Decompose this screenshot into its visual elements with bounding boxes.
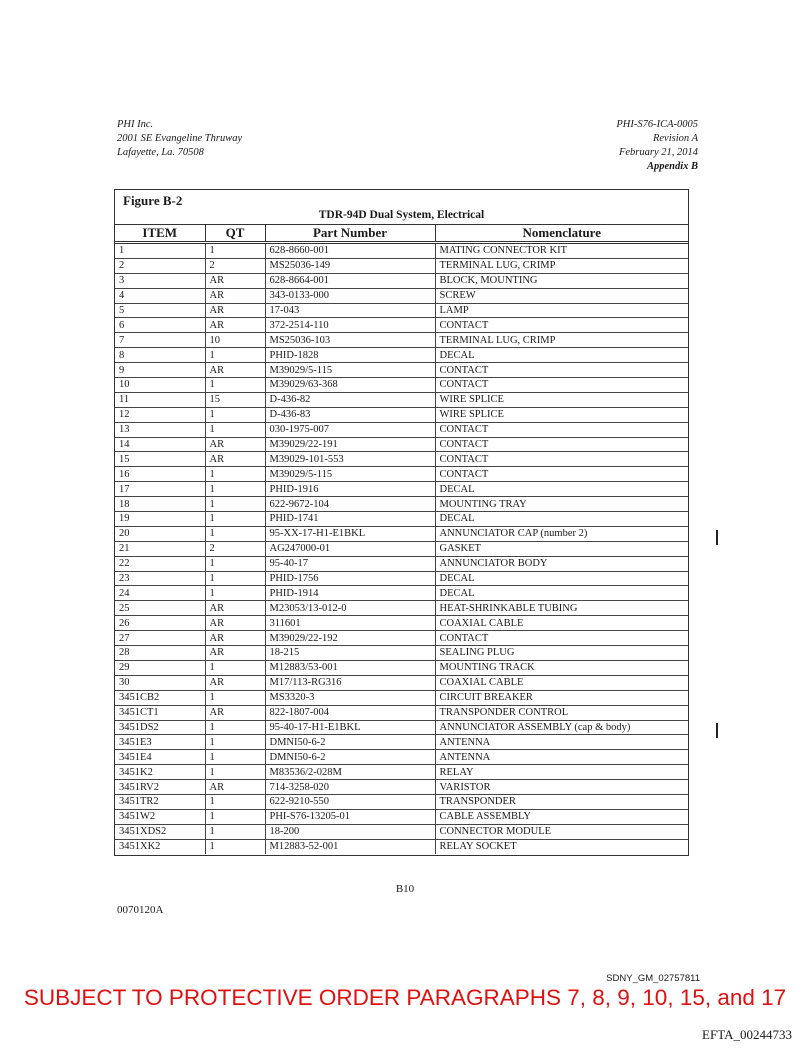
cell-part-number: 17-043 [265, 303, 435, 318]
table-row [115, 780, 688, 795]
cell-part-number: PHI-S76-13205-01 [265, 809, 435, 824]
table-row [115, 765, 688, 780]
cell-qt: 15 [205, 392, 265, 407]
cell-item: 3451CT1 [115, 705, 205, 720]
table-row [115, 824, 688, 839]
cell-item: 16 [115, 467, 205, 482]
figure-title: TDR-94D Dual System, Electrical [318, 209, 485, 221]
cell-item: 3451TR2 [115, 794, 205, 809]
table-row [115, 809, 688, 824]
cell-qt: 1 [205, 571, 265, 586]
table-row [115, 437, 688, 452]
cell-item: 14 [115, 437, 205, 452]
parts-table [115, 224, 688, 854]
cell-item: 12 [115, 407, 205, 422]
cell-qt: 1 [205, 482, 265, 497]
cell-item: 24 [115, 586, 205, 601]
cell-nomenclature: TRANSPONDER [435, 794, 688, 809]
cell-nomenclature: MOUNTING TRACK [435, 660, 688, 675]
table-row [115, 273, 688, 288]
cell-nomenclature: CIRCUIT BREAKER [435, 690, 688, 705]
table-row [115, 541, 688, 556]
cell-item: 3 [115, 273, 205, 288]
cell-item: 15 [115, 452, 205, 467]
table-row [115, 794, 688, 809]
cell-part-number: M39029/63-368 [265, 378, 435, 393]
cell-nomenclature: MATING CONNECTOR KIT [435, 243, 688, 259]
cell-nomenclature: DECAL [435, 482, 688, 497]
table-header-row [115, 225, 688, 243]
cell-nomenclature: CONTACT [435, 452, 688, 467]
cell-qt: 1 [205, 720, 265, 735]
cell-item: 3451XK2 [115, 839, 205, 853]
cell-qt: AR [205, 303, 265, 318]
revision-change-bar [716, 723, 718, 738]
cell-part-number: M83536/2-028M [265, 765, 435, 780]
cell-part-number: 372-2514-110 [265, 318, 435, 333]
cell-qt: 1 [205, 750, 265, 765]
cell-qt: AR [205, 601, 265, 616]
table-row [115, 497, 688, 512]
cell-part-number: M23053/13-012-0 [265, 601, 435, 616]
cell-part-number: 030-1975-007 [265, 422, 435, 437]
cell-qt: 1 [205, 660, 265, 675]
company-city: Lafayette, La. 70508 [117, 147, 204, 158]
column-header-item: ITEM [115, 225, 205, 243]
cell-part-number: D-436-83 [265, 407, 435, 422]
cell-qt: AR [205, 363, 265, 378]
cell-item: 23 [115, 571, 205, 586]
cell-qt: AR [205, 437, 265, 452]
cell-item: 9 [115, 363, 205, 378]
cell-part-number: M39029/5-115 [265, 363, 435, 378]
table-row [115, 526, 688, 541]
cell-nomenclature: DECAL [435, 586, 688, 601]
cell-qt: 1 [205, 512, 265, 527]
cell-item: 20 [115, 526, 205, 541]
table-row [115, 333, 688, 348]
page-number: B10 [395, 883, 415, 895]
cell-part-number: 343-0133-000 [265, 288, 435, 303]
cell-item: 25 [115, 601, 205, 616]
cell-qt: 1 [205, 422, 265, 437]
cell-item: 3451K2 [115, 765, 205, 780]
table-row [115, 467, 688, 482]
cell-nomenclature: MOUNTING TRAY [435, 497, 688, 512]
cell-nomenclature: COAXIAL CABLE [435, 675, 688, 690]
cell-qt: 1 [205, 690, 265, 705]
cell-part-number: PHID-1828 [265, 348, 435, 363]
cell-nomenclature: CABLE ASSEMBLY [435, 809, 688, 824]
table-row [115, 258, 688, 273]
cell-part-number: MS25036-149 [265, 258, 435, 273]
cell-qt: 1 [205, 243, 265, 259]
cell-qt: 1 [205, 824, 265, 839]
cell-item: 3451E4 [115, 750, 205, 765]
cell-nomenclature: HEAT-SHRINKABLE TUBING [435, 601, 688, 616]
cell-part-number: M12883/53-001 [265, 660, 435, 675]
cell-qt: AR [205, 273, 265, 288]
cell-qt: 1 [205, 526, 265, 541]
cell-item: 30 [115, 675, 205, 690]
cell-part-number: 622-9672-104 [265, 497, 435, 512]
cell-item: 26 [115, 616, 205, 631]
cell-qt: 1 [205, 497, 265, 512]
cell-qt: 2 [205, 258, 265, 273]
cell-qt: AR [205, 780, 265, 795]
header-company-address [117, 118, 242, 160]
cell-part-number: PHID-1916 [265, 482, 435, 497]
table-row [115, 318, 688, 333]
cell-part-number: M39029/5-115 [265, 467, 435, 482]
cell-item: 11 [115, 392, 205, 407]
table-row [115, 839, 688, 853]
cell-nomenclature: TERMINAL LUG, CRIMP [435, 258, 688, 273]
cell-item: 10 [115, 378, 205, 393]
cell-item: 29 [115, 660, 205, 675]
cell-nomenclature: DECAL [435, 512, 688, 527]
cell-part-number: PHID-1756 [265, 571, 435, 586]
cell-part-number: 95-40-17-H1-E1BKL [265, 720, 435, 735]
cell-item: 27 [115, 631, 205, 646]
cell-qt: AR [205, 675, 265, 690]
cell-nomenclature: SCREW [435, 288, 688, 303]
cell-part-number: M12883-52-001 [265, 839, 435, 853]
figure-box [114, 189, 689, 856]
table-row [115, 705, 688, 720]
cell-part-number: 18-215 [265, 646, 435, 661]
cell-nomenclature: ANTENNA [435, 750, 688, 765]
table-row [115, 675, 688, 690]
cell-nomenclature: COAXIAL CABLE [435, 616, 688, 631]
efta-number: EFTA_00244733 [702, 1027, 792, 1042]
table-row [115, 392, 688, 407]
column-header-nomenclature: Nomenclature [435, 225, 688, 243]
table-row [115, 750, 688, 765]
cell-part-number: 311601 [265, 616, 435, 631]
cell-nomenclature: GASKET [435, 541, 688, 556]
cell-nomenclature: CONTACT [435, 631, 688, 646]
cell-part-number: M39029-101-553 [265, 452, 435, 467]
cell-part-number: D-436-82 [265, 392, 435, 407]
cell-item: 5 [115, 303, 205, 318]
cell-item: 3451XDS2 [115, 824, 205, 839]
document-code: 0070120A [117, 904, 164, 916]
bates-number: SDNY_GM_02757811 [606, 973, 700, 984]
cell-nomenclature: WIRE SPLICE [435, 407, 688, 422]
cell-nomenclature: DECAL [435, 348, 688, 363]
table-row [115, 720, 688, 735]
cell-item: 3451RV2 [115, 780, 205, 795]
table-row [115, 348, 688, 363]
table-row [115, 288, 688, 303]
table-row [115, 452, 688, 467]
cell-nomenclature: SEALING PLUG [435, 646, 688, 661]
cell-qt: 1 [205, 809, 265, 824]
cell-nomenclature: CONTACT [435, 437, 688, 452]
cell-part-number: DMNI50-6-2 [265, 750, 435, 765]
cell-qt: 1 [205, 735, 265, 750]
cell-item: 3451E3 [115, 735, 205, 750]
cell-item: 28 [115, 646, 205, 661]
cell-nomenclature: RELAY [435, 765, 688, 780]
cell-part-number: M39029/22-192 [265, 631, 435, 646]
cell-qt: 1 [205, 586, 265, 601]
cell-nomenclature: CONTACT [435, 363, 688, 378]
cell-qt: 1 [205, 467, 265, 482]
cell-nomenclature: DECAL [435, 571, 688, 586]
cell-item: 17 [115, 482, 205, 497]
appendix-label: Appendix B [646, 161, 698, 172]
cell-item: 19 [115, 512, 205, 527]
cell-qt: AR [205, 616, 265, 631]
cell-qt: AR [205, 288, 265, 303]
cell-item: 3451DS2 [115, 720, 205, 735]
table-row [115, 512, 688, 527]
protective-order-notice: SUBJECT TO PROTECTIVE ORDER PARAGRAPHS 7, 8, 9, 10, 15, and 17 [23, 985, 787, 1010]
cell-part-number: MS25036-103 [265, 333, 435, 348]
cell-nomenclature: CONTACT [435, 422, 688, 437]
cell-part-number: M17/113-RG316 [265, 675, 435, 690]
cell-qt: AR [205, 318, 265, 333]
column-header-qt: QT [205, 225, 265, 243]
cell-nomenclature: CONNECTOR MODULE [435, 824, 688, 839]
cell-part-number: DMNI50-6-2 [265, 735, 435, 750]
table-row [115, 422, 688, 437]
table-row [115, 616, 688, 631]
company-name: PHI Inc. [117, 119, 154, 130]
table-row [115, 735, 688, 750]
table-row [115, 631, 688, 646]
cell-item: 7 [115, 333, 205, 348]
cell-qt: 10 [205, 333, 265, 348]
table-row [115, 690, 688, 705]
cell-part-number: 622-9210-550 [265, 794, 435, 809]
cell-part-number: 628-8664-001 [265, 273, 435, 288]
cell-item: 13 [115, 422, 205, 437]
table-row [115, 601, 688, 616]
cell-qt: 1 [205, 765, 265, 780]
table-row [115, 378, 688, 393]
cell-nomenclature: TERMINAL LUG, CRIMP [435, 333, 688, 348]
cell-qt: 1 [205, 348, 265, 363]
document-number: PHI-S76-ICA-0005 [616, 119, 698, 130]
cell-nomenclature: VARISTOR [435, 780, 688, 795]
cell-item: 21 [115, 541, 205, 556]
table-row [115, 556, 688, 571]
cell-nomenclature: ANNUNCIATOR ASSEMBLY (cap & body) [435, 720, 688, 735]
company-street: 2001 SE Evangeline Thruway [117, 133, 243, 144]
cell-part-number: AG247000-01 [265, 541, 435, 556]
cell-item: 22 [115, 556, 205, 571]
cell-qt: AR [205, 646, 265, 661]
cell-qt: AR [205, 631, 265, 646]
table-row [115, 243, 688, 259]
cell-nomenclature: ANTENNA [435, 735, 688, 750]
document-revision: Revision A [652, 133, 698, 144]
cell-part-number: PHID-1914 [265, 586, 435, 601]
cell-nomenclature: ANNUNCIATOR BODY [435, 556, 688, 571]
document-date: February 21, 2014 [618, 147, 698, 158]
revision-change-bar [716, 530, 718, 545]
cell-nomenclature: TRANSPONDER CONTROL [435, 705, 688, 720]
cell-part-number: PHID-1741 [265, 512, 435, 527]
table-row [115, 482, 688, 497]
cell-nomenclature: CONTACT [435, 318, 688, 333]
cell-item: 2 [115, 258, 205, 273]
cell-nomenclature: LAMP [435, 303, 688, 318]
cell-nomenclature: WIRE SPLICE [435, 392, 688, 407]
table-row [115, 407, 688, 422]
cell-qt: 1 [205, 839, 265, 853]
figure-label: Figure B-2 [123, 193, 183, 208]
table-row [115, 586, 688, 601]
cell-qt: 2 [205, 541, 265, 556]
cell-part-number: 714-3258-020 [265, 780, 435, 795]
cell-item: 3451W2 [115, 809, 205, 824]
cell-item: 8 [115, 348, 205, 363]
header-document-info [616, 118, 698, 174]
cell-item: 1 [115, 243, 205, 259]
cell-part-number: M39029/22-191 [265, 437, 435, 452]
cell-qt: 1 [205, 407, 265, 422]
cell-qt: AR [205, 452, 265, 467]
cell-part-number: 18-200 [265, 824, 435, 839]
table-row [115, 363, 688, 378]
column-header-part-number: Part Number [265, 225, 435, 243]
cell-nomenclature: CONTACT [435, 378, 688, 393]
table-row [115, 571, 688, 586]
cell-part-number: 628-8660-001 [265, 243, 435, 259]
cell-part-number: 95-40-17 [265, 556, 435, 571]
table-row [115, 303, 688, 318]
cell-part-number: 95-XX-17-H1-E1BKL [265, 526, 435, 541]
cell-qt: AR [205, 705, 265, 720]
cell-item: 6 [115, 318, 205, 333]
cell-part-number: MS3320-3 [265, 690, 435, 705]
cell-nomenclature: BLOCK, MOUNTING [435, 273, 688, 288]
cell-nomenclature: RELAY SOCKET [435, 839, 688, 853]
cell-qt: 1 [205, 378, 265, 393]
cell-part-number: 822-1807-004 [265, 705, 435, 720]
table-row [115, 646, 688, 661]
cell-nomenclature: ANNUNCIATOR CAP (number 2) [435, 526, 688, 541]
cell-item: 4 [115, 288, 205, 303]
cell-qt: 1 [205, 556, 265, 571]
cell-item: 3451CB2 [115, 690, 205, 705]
cell-item: 18 [115, 497, 205, 512]
table-row [115, 660, 688, 675]
cell-nomenclature: CONTACT [435, 467, 688, 482]
cell-qt: 1 [205, 794, 265, 809]
